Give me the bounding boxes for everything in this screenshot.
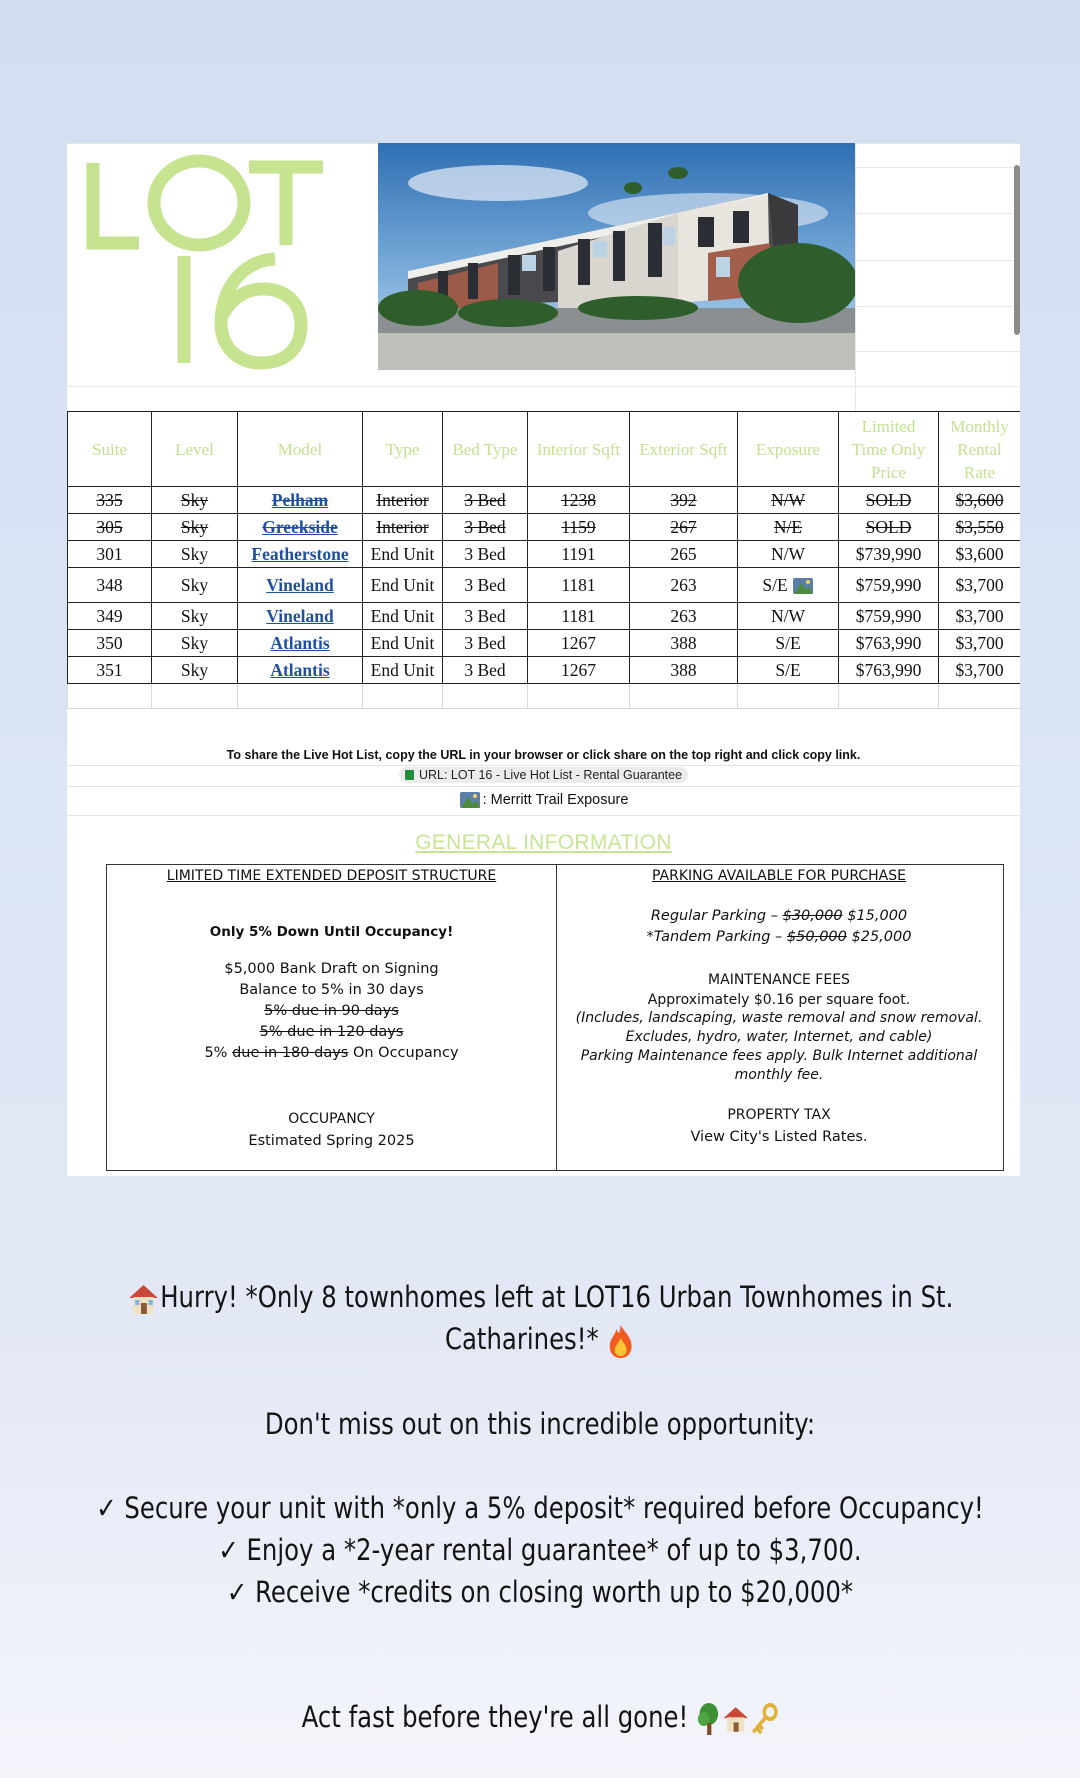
general-information-title: GENERAL INFORMATION <box>415 831 672 854</box>
fire-emoji-icon <box>606 1323 635 1359</box>
cell-rent: $3,700 <box>939 657 1021 684</box>
cell-suite: 305 <box>68 514 152 541</box>
mountain-trail-icon <box>459 791 481 809</box>
cell-level: Sky <box>152 541 238 568</box>
property-tax-value: View City's Listed Rates. <box>690 1129 868 1145</box>
table-row <box>68 541 1021 568</box>
cell-level: Sky <box>152 514 238 541</box>
model-link[interactable]: Atlantis <box>238 630 363 657</box>
cell-interior: 1238 <box>528 487 630 514</box>
cell-price: SOLD <box>839 487 939 514</box>
cell-interior: 1267 <box>528 657 630 684</box>
lot16-logo <box>81 143 371 373</box>
scrollbar[interactable] <box>1014 165 1020 335</box>
model-link[interactable]: Featherstone <box>238 541 363 568</box>
deposit-line-struck: 5% due in 90 days <box>264 1003 399 1019</box>
regular-parking-label: Regular Parking – <box>650 908 778 924</box>
exposure-text: S/E <box>762 574 788 595</box>
col-header: Exterior Sqft <box>630 412 738 487</box>
cell-interior: 1181 <box>528 568 630 603</box>
table-row <box>68 514 1021 541</box>
cell-interior: 1159 <box>528 514 630 541</box>
cell-price: SOLD <box>839 514 939 541</box>
cell-exposure: N/W <box>738 541 839 568</box>
caption-closing <box>86 1697 993 1738</box>
cell-exposure: N/W <box>738 487 839 514</box>
model-link[interactable]: Atlantis <box>238 657 363 684</box>
deposit-struck: due in 180 days <box>232 1045 349 1061</box>
listing-sheet <box>67 143 1020 1176</box>
deposit-structure-panel <box>107 865 557 1170</box>
cell-bed: 3 Bed <box>443 603 528 630</box>
mountain-trail-icon <box>792 577 814 595</box>
cell-bed: 3 Bed <box>443 514 528 541</box>
cell-type: End Unit <box>363 657 443 684</box>
col-header: Level <box>152 412 238 487</box>
cell-exterior: 267 <box>630 514 738 541</box>
cell-type: Interior <box>363 514 443 541</box>
deposit-headline: Only 5% Down Until Occupancy! <box>209 924 454 940</box>
maintenance-value: Approximately $0.16 per square foot. <box>647 992 911 1008</box>
caption-bullet: ✓ Enjoy a *2-year rental guarantee* of up to $3,700. <box>218 1533 862 1567</box>
regular-parking <box>556 907 1002 926</box>
deposit-line: Balance to 5% in 30 days <box>239 982 424 998</box>
cell-bed: 3 Bed <box>443 487 528 514</box>
table-row-empty <box>68 684 1021 709</box>
caption-line: Act fast before they're all gone! <box>301 1700 689 1734</box>
col-header: Model <box>238 412 363 487</box>
maintenance-note: Parking Maintenance fees apply. Bulk Internet additional <box>580 1048 978 1064</box>
cell-rent: $3,700 <box>939 568 1021 603</box>
cell-price: $763,990 <box>839 657 939 684</box>
cell-level: Sky <box>152 603 238 630</box>
cell-interior: 1181 <box>528 603 630 630</box>
model-link[interactable]: Vineland <box>238 568 363 603</box>
maintenance-note: monthly fee. <box>734 1067 824 1083</box>
cell-type: End Unit <box>363 630 443 657</box>
cell-exterior: 388 <box>630 630 738 657</box>
caption-bullet: ✓ Secure your unit with *only a 5% deposit* required before Occupancy! <box>96 1491 984 1525</box>
deposit-heading: LIMITED TIME EXTENDED DEPOSIT STRUCTURE <box>166 868 497 884</box>
house-emoji-icon <box>127 1282 161 1316</box>
units-table <box>67 411 1020 709</box>
model-link[interactable]: Pelham <box>238 487 363 514</box>
cell-price: $739,990 <box>839 541 939 568</box>
caption-line: Catharines!* <box>444 1322 599 1356</box>
tandem-parking-price: $25,000 <box>851 929 912 945</box>
cell-interior: 1191 <box>528 541 630 568</box>
cell-exposure: N/E <box>738 514 839 541</box>
table-row <box>68 603 1021 630</box>
url-label: URL: LOT 16 - Live Hot List - Rental Guarantee <box>418 768 683 782</box>
sheets-icon <box>405 770 414 780</box>
cell-interior: 1267 <box>528 630 630 657</box>
deposit-line <box>107 1044 556 1063</box>
regular-parking-old-price: $30,000 <box>782 908 843 924</box>
general-information-box <box>106 864 1004 1171</box>
key-emoji-icon <box>750 1702 779 1736</box>
house-emoji-icon <box>721 1703 750 1735</box>
deposit-line: $5,000 Bank Draft on Signing <box>224 961 439 977</box>
caption-headline-2 <box>86 1319 993 1360</box>
url-row <box>67 767 1020 783</box>
table-row <box>68 657 1021 684</box>
cell-rent: $3,600 <box>939 487 1021 514</box>
deposit-occupancy: On Occupancy <box>352 1045 459 1061</box>
exposure-legend <box>67 791 1020 809</box>
tandem-parking <box>556 928 1002 947</box>
caption-bullet: ✓ Receive *credits on closing worth up to $20,000* <box>226 1575 854 1609</box>
cell-exposure: S/E <box>738 657 839 684</box>
share-instructions: To share the Live Hot List, copy the URL in your browser or click share on the top right and click copy link. <box>226 748 861 762</box>
cell-type: End Unit <box>363 568 443 603</box>
tandem-parking-old-price: $50,000 <box>786 929 847 945</box>
cell-bed: 3 Bed <box>443 568 528 603</box>
regular-parking-price: $15,000 <box>847 908 908 924</box>
col-header: Exposure <box>738 412 839 487</box>
col-header: Limited Time Only Price <box>839 412 939 487</box>
tree-emoji-icon <box>696 1701 721 1737</box>
col-header: Bed Type <box>443 412 528 487</box>
cell-suite: 350 <box>68 630 152 657</box>
col-header: Monthly Rental Rate <box>939 412 1021 487</box>
cell-exposure <box>738 568 839 603</box>
property-tax-label: PROPERTY TAX <box>727 1107 831 1123</box>
cell-suite: 351 <box>68 657 152 684</box>
cell-type: End Unit <box>363 603 443 630</box>
cell-level: Sky <box>152 568 238 603</box>
maintenance-label: MAINTENANCE FEES <box>708 972 850 988</box>
maintenance-note: (Includes, landscaping, waste removal and snow removal. <box>575 1010 983 1026</box>
caption-line: Hurry! *Only 8 townhomes left at LOT16 Urban Townhomes in St. <box>160 1280 954 1314</box>
occupancy-value: Estimated Spring 2025 <box>248 1133 415 1149</box>
parking-heading: PARKING AVAILABLE FOR PURCHASE <box>652 868 906 884</box>
deposit-line-struck: 5% due in 120 days <box>259 1024 404 1040</box>
cell-suite: 335 <box>68 487 152 514</box>
col-header: Suite <box>68 412 152 487</box>
table-row <box>68 568 1021 603</box>
cell-level: Sky <box>152 487 238 514</box>
cell-type: End Unit <box>363 541 443 568</box>
cell-exterior: 265 <box>630 541 738 568</box>
sheet-url-link[interactable] <box>399 767 688 783</box>
cell-bed: 3 Bed <box>443 657 528 684</box>
cell-level: Sky <box>152 657 238 684</box>
cell-rent: $3,700 <box>939 630 1021 657</box>
cell-bed: 3 Bed <box>443 630 528 657</box>
cell-exposure: N/W <box>738 603 839 630</box>
cell-bed: 3 Bed <box>443 541 528 568</box>
col-header: Interior Sqft <box>528 412 630 487</box>
cell-exterior: 263 <box>630 603 738 630</box>
model-link[interactable]: Greekside <box>238 514 363 541</box>
caption-subhead: Don't miss out on this incredible opportunity: <box>264 1407 816 1441</box>
occupancy-label: OCCUPANCY <box>288 1111 375 1127</box>
parking-panel <box>556 865 1002 1170</box>
table-header-row <box>68 412 1021 487</box>
cell-suite: 348 <box>68 568 152 603</box>
maintenance-note: Excludes, hydro, water, Internet, and cable) <box>625 1029 933 1045</box>
deposit-percent: 5% <box>204 1045 228 1061</box>
townhome-rendering-image <box>378 143 855 370</box>
col-header: Type <box>363 412 443 487</box>
cell-price: $763,990 <box>839 630 939 657</box>
cell-type: Interior <box>363 487 443 514</box>
cell-rent: $3,600 <box>939 541 1021 568</box>
cell-suite: 301 <box>68 541 152 568</box>
caption-headline <box>86 1277 993 1318</box>
cell-exterior: 392 <box>630 487 738 514</box>
cell-exterior: 388 <box>630 657 738 684</box>
tandem-parking-label: *Tandem Parking – <box>646 929 783 945</box>
table-row <box>68 487 1021 514</box>
cell-exterior: 263 <box>630 568 738 603</box>
cell-exposure: S/E <box>738 630 839 657</box>
cell-level: Sky <box>152 630 238 657</box>
table-row <box>68 630 1021 657</box>
cell-rent: $3,550 <box>939 514 1021 541</box>
cell-price: $759,990 <box>839 603 939 630</box>
model-link[interactable]: Vineland <box>238 603 363 630</box>
legend-label: : Merritt Trail Exposure <box>482 791 629 808</box>
cell-price: $759,990 <box>839 568 939 603</box>
cell-suite: 349 <box>68 603 152 630</box>
cell-rent: $3,700 <box>939 603 1021 630</box>
